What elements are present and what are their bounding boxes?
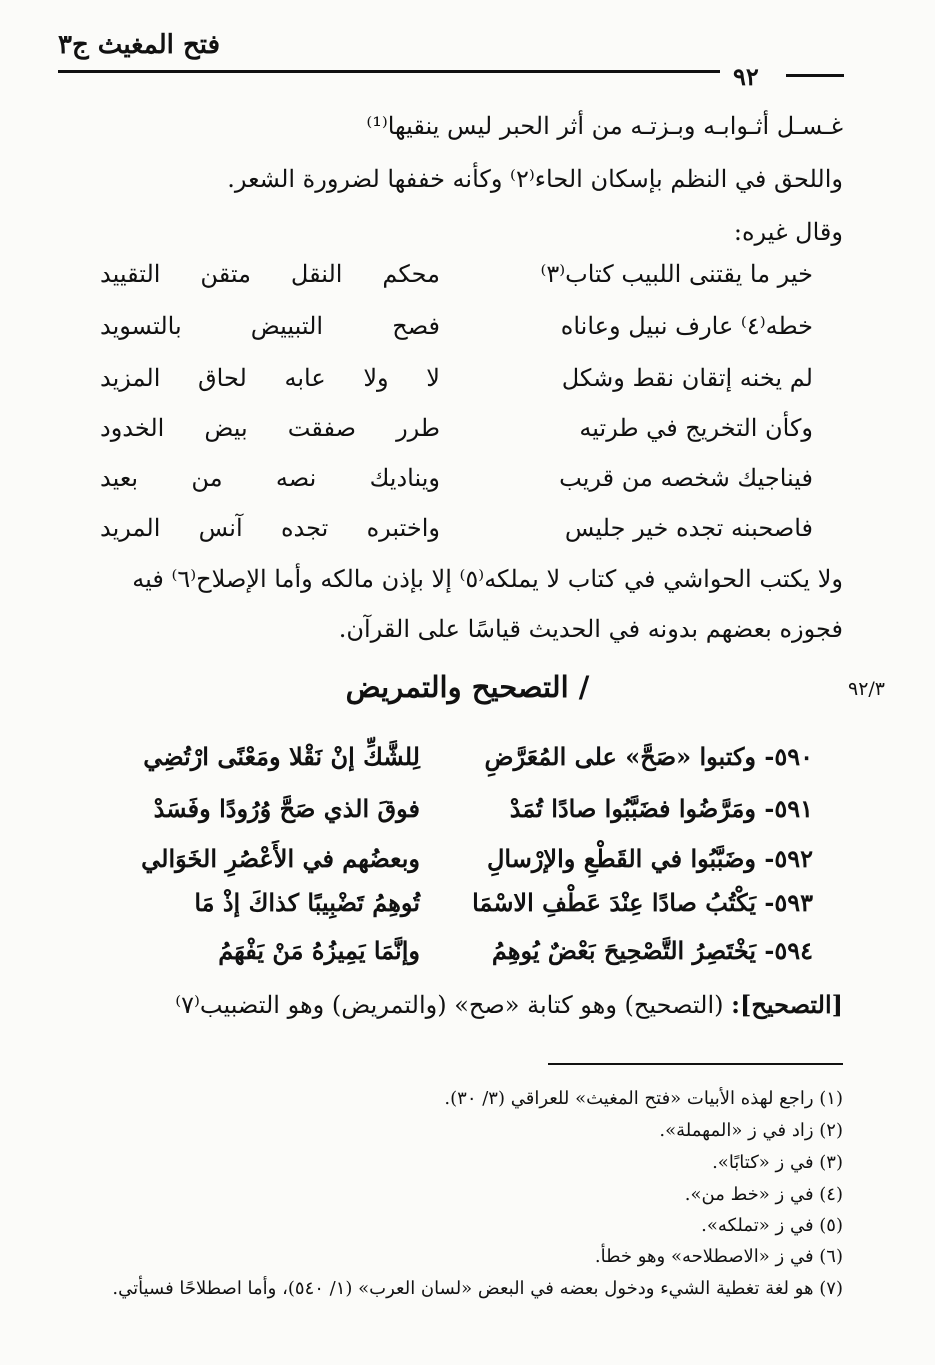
verse-hemistich-right: ٥٩١- ومَرَّضُوا فضَبَّبُوا صادًا تُمَدْ bbox=[509, 794, 813, 823]
section-heading: / التصحيح والتمريض bbox=[345, 670, 590, 704]
margin-reference: ٩٢/٣ bbox=[848, 678, 886, 700]
commentary-lead: [التصحيح]: bbox=[731, 990, 843, 1019]
verse-hemistich-left: لِلشَّكِّ إنْ نَقْلا ومَعْنًى ارْتُضِي bbox=[143, 742, 420, 771]
footnote: (٥) في ز «تملكه». bbox=[701, 1215, 843, 1236]
verse-hemistich-right: وكأن التخريج في طرتيه bbox=[579, 414, 813, 442]
prose-line: وقال غيره: bbox=[733, 218, 843, 246]
verse-hemistich-right: خطه⁽٤⁾ عارف نبيل وعاناه bbox=[560, 312, 813, 340]
verse-hemistich-right: ٥٩٣- يَكْتُبُ صادًا عِنْدَ عَطْفِ الاسْمَا bbox=[472, 888, 813, 917]
footnote: (١) راجع لهذه الأبيات «فتح المغيث» للعراقي (٣/ ٣٠). bbox=[444, 1088, 843, 1109]
footnote: (٤) في ز «خط من». bbox=[684, 1184, 843, 1205]
verse-hemistich-left: واختبره تجده آنس المريد bbox=[100, 514, 440, 542]
prose-line: غـسـل أثـوابـه وبـزتـه من أثر الحبر ليس ينقيها⁽¹⁾ bbox=[366, 112, 843, 140]
footnote-rule bbox=[548, 1063, 843, 1065]
footnote: (٣) في ز «كتابًا». bbox=[712, 1152, 843, 1173]
commentary-line bbox=[175, 990, 843, 1019]
verse-hemistich-right: ٥٩٠- وكتبوا «صَحَّ» على المُعَرَّضِ bbox=[484, 742, 813, 771]
verse-hemistich-left: وبعضُهم في الأَعْصُرِ الخَوَالي bbox=[141, 844, 420, 873]
prose-line: فجوزه بعضهم بدونه في الحديث قياسًا على القرآن. bbox=[338, 615, 843, 643]
verse-hemistich-right: فاصحبنه تجده خير جليس bbox=[564, 514, 813, 542]
page-number: ٩٢ bbox=[725, 62, 767, 91]
verse-hemistich-left: وإنَّمَا يَمِيزُهُ مَنْ يَفْهَمُ bbox=[218, 936, 420, 965]
verse-hemistich-left: فوقَ الذي صَحَّ وُرُودًا وفَسَدْ bbox=[153, 794, 420, 823]
verse-hemistich-right: خير ما يقتنى اللبيب كتاب⁽٣⁾ bbox=[540, 260, 813, 288]
prose-line: واللحق في النظم بإسكان الحاء⁽٢⁾ وكأنه خففها لضرورة الشعر. bbox=[227, 165, 843, 193]
footnote: (٢) زاد في ز «المهملة». bbox=[659, 1120, 843, 1141]
verse-hemistich-left: لا ولا عابه لحاق المزيد bbox=[100, 364, 440, 392]
footnote: (٧) هو لغة تغطية الشيء ودخول بعضه في البعض «لسان العرب» (١/ ٥٤٠)، وأما اصطلاحًا فسيأتي. bbox=[112, 1278, 843, 1299]
commentary-text: (التصحيح) وهو كتابة «صح» (والتمريض) وهو التضبيب⁽٧⁾ bbox=[175, 991, 732, 1019]
verse-hemistich-right: ٥٩٢- وضَبَّبُوا في القَطْعِ والإرْسالِ bbox=[486, 844, 813, 873]
verse-hemistich-right: ٥٩٤- يَخْتَصِرُ التَّصْحِيحَ بَعْضٌ يُوهِمُ bbox=[491, 936, 813, 965]
page-number-rule bbox=[786, 74, 844, 77]
verse-hemistich-right: لم يخنه إتقان نقط وشكل bbox=[561, 364, 813, 392]
verse-hemistich-left: تُوهِمُ تَضْبِيبًا كذاكَ إذْ مَا bbox=[194, 888, 420, 917]
verse-hemistich-left: فصح التبييض بالتسويد bbox=[100, 312, 440, 340]
verse-hemistich-left: ويناديك نصه من بعيد bbox=[100, 464, 440, 492]
prose-line: ولا يكتب الحواشي في كتاب لا يملكه⁽٥⁾ إلا بإذن مالكه وأما الإصلاح⁽٦⁾ فيه bbox=[132, 565, 843, 593]
running-head: فتح المغيث ج٣ bbox=[58, 30, 221, 60]
verse-hemistich-left: محكم النقل متقن التقييد bbox=[100, 260, 440, 288]
footnote: (٦) في ز «الاصطلاحه» وهو خطأ. bbox=[594, 1246, 843, 1267]
verse-hemistich-left: طرر صفقت بيض الخدود bbox=[100, 414, 440, 442]
verse-hemistich-right: فيناجيك شخصه من قريب bbox=[559, 464, 813, 492]
